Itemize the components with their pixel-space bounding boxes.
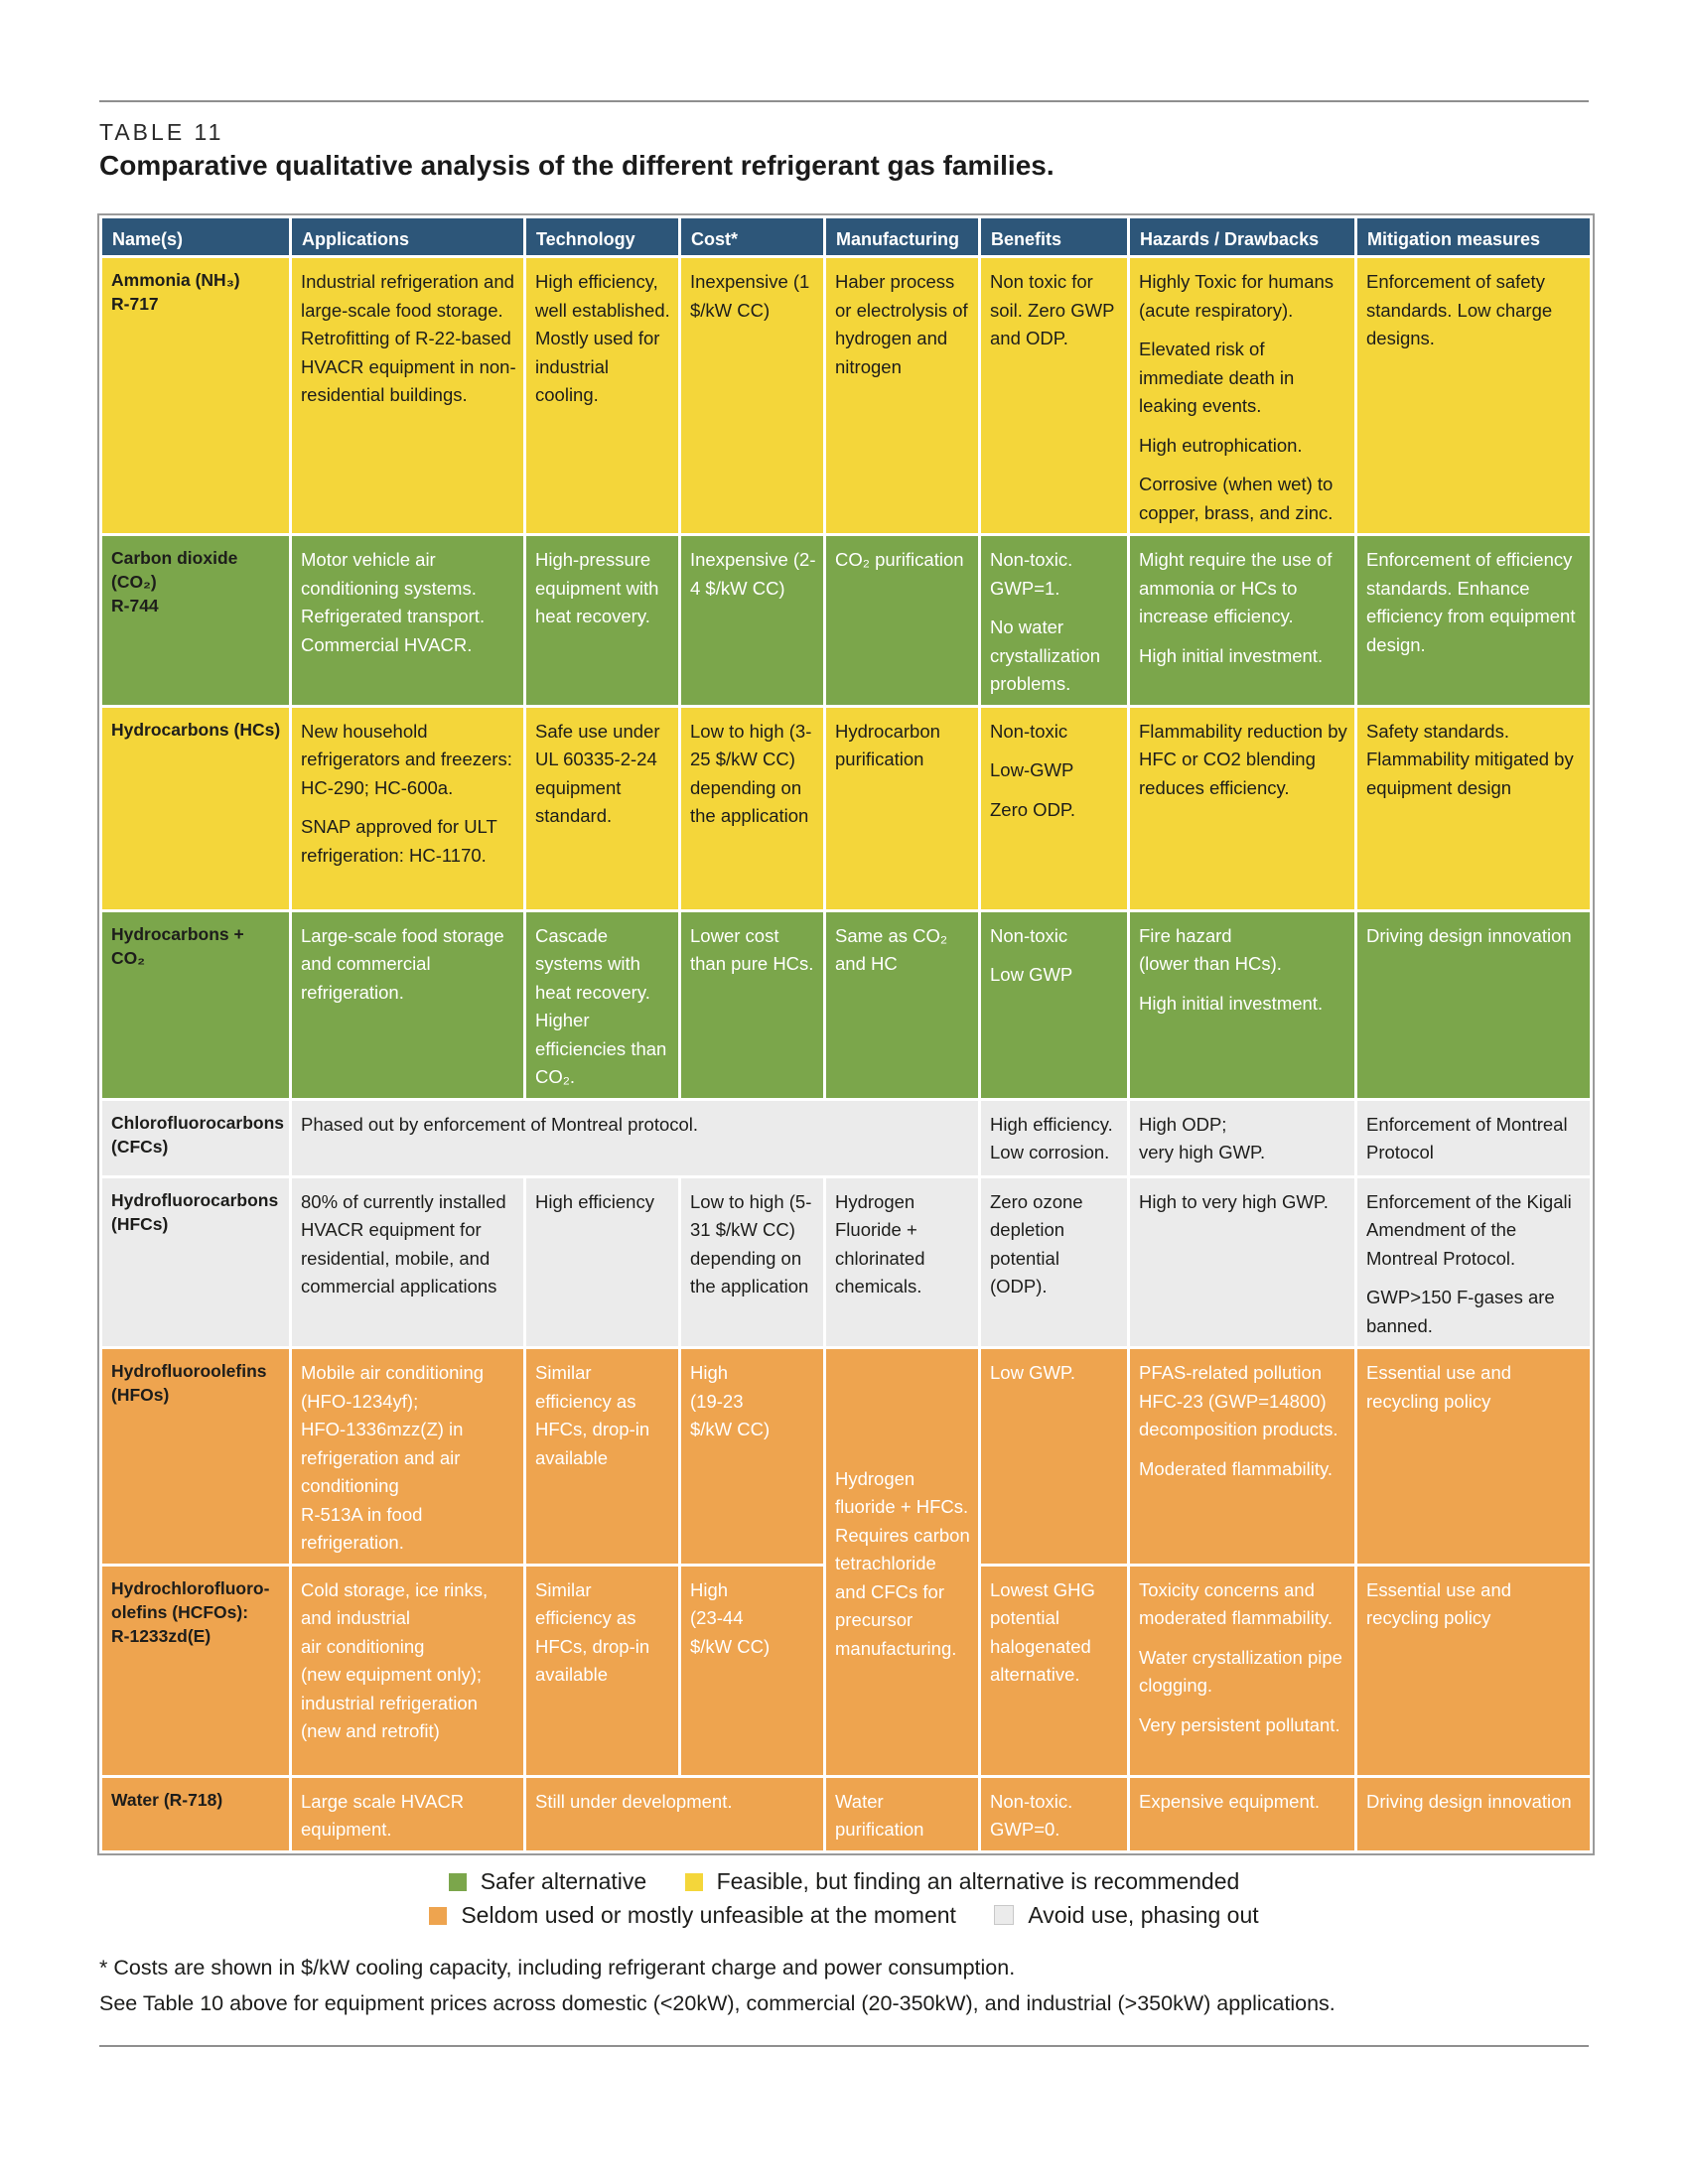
cell-benefits: Non toxic for soil. Zero GWP and ODP. bbox=[980, 257, 1129, 535]
cell-manufacturing: Same as CO₂ and HC bbox=[825, 910, 980, 1099]
cell-technology: High efficiency bbox=[525, 1176, 680, 1348]
cell-technology: High efficiency, well established. Mostly used for industrial cooling. bbox=[525, 257, 680, 535]
cell-benefits: Lowest GHG potential halogenated alternative. bbox=[980, 1565, 1129, 1776]
column-header-cost: Cost* bbox=[680, 217, 825, 257]
cell-hazards: Flammability reduction by HFC or CO2 blending reduces efficiency. bbox=[1129, 706, 1356, 910]
legend-item-feasible: Feasible, but finding an alternative is recommended bbox=[685, 1868, 1240, 1895]
cell-benefits: Non-toxic. GWP=1. No water crystallization problems. bbox=[980, 535, 1129, 707]
footnote-table-reference: See Table 10 above for equipment prices across domestic (<20kW), commercial (20-350kW), and industrial (>350kW) applications. bbox=[99, 1991, 1336, 2015]
legend-row bbox=[0, 1868, 1688, 1895]
cell-cost: Low to high (5-31 $/kW CC) depending on the application bbox=[680, 1176, 825, 1348]
cell-benefits: Zero ozone depletion potential (ODP). bbox=[980, 1176, 1129, 1348]
column-header-hazards: Hazards / Drawbacks bbox=[1129, 217, 1356, 257]
column-header-technology: Technology bbox=[525, 217, 680, 257]
cell-mitigation: Essential use and recycling policy bbox=[1356, 1565, 1592, 1776]
cell-cost: Inexpensive (2-4 $/kW CC) bbox=[680, 535, 825, 707]
cell-merged-under-development: Still under development. bbox=[525, 1776, 825, 1851]
cell-name: Hydrochlorofluoro- olefins (HCFOs): R-1233zd(E) bbox=[101, 1565, 291, 1776]
cell-technology: Safe use under UL 60335-2-24 equipment standard. bbox=[525, 706, 680, 910]
cell-applications: Mobile air conditioning (HFO-1234yf); HFO-1336mzz(Z) in refrigeration and air conditioning R-513A in food refrigeration. bbox=[291, 1348, 525, 1566]
table-row-hfos bbox=[101, 1348, 1592, 1566]
legend-swatch-orange bbox=[429, 1907, 447, 1925]
table-row-hydrocarbons bbox=[101, 706, 1592, 910]
cell-benefits: High efficiency. Low corrosion. bbox=[980, 1099, 1129, 1176]
cell-name: Carbon dioxide (CO₂) R-744 bbox=[101, 535, 291, 707]
cell-hazards: High to very high GWP. bbox=[1129, 1176, 1356, 1348]
legend-item-safer: Safer alternative bbox=[449, 1868, 646, 1895]
cell-manufacturing: Hydrogen Fluoride + chlorinated chemicals. bbox=[825, 1176, 980, 1348]
cell-cost: Inexpensive (1 $/kW CC) bbox=[680, 257, 825, 535]
cell-hazards: High ODP; very high GWP. bbox=[1129, 1099, 1356, 1176]
cell-benefits: Non-toxic Low-GWP Zero ODP. bbox=[980, 706, 1129, 910]
cell-technology: Cascade systems with heat recovery. Higher efficiencies than CO₂. bbox=[525, 910, 680, 1099]
bottom-divider bbox=[99, 2045, 1589, 2047]
cell-technology: Similar efficiency as HFCs, drop-in available bbox=[525, 1565, 680, 1776]
table-title: Comparative qualitative analysis of the different refrigerant gas families. bbox=[99, 150, 1055, 181]
cell-mitigation: Enforcement of efficiency standards. Enhance efficiency from equipment design. bbox=[1356, 535, 1592, 707]
cell-mitigation: Safety standards. Flammability mitigated by equipment design bbox=[1356, 706, 1592, 910]
cell-manufacturing: Water purification bbox=[825, 1776, 980, 1851]
cell-hazards: Expensive equipment. bbox=[1129, 1776, 1356, 1851]
cell-name: Water (R-718) bbox=[101, 1776, 291, 1851]
cell-benefits: Non-toxic. GWP=0. bbox=[980, 1776, 1129, 1851]
legend-row bbox=[0, 1902, 1688, 1929]
table-row-ammonia bbox=[101, 257, 1592, 535]
cell-hazards: Toxicity concerns and moderated flammability. Water crystallization pipe clogging. Very persistent pollutant. bbox=[1129, 1565, 1356, 1776]
top-divider bbox=[99, 100, 1589, 102]
cell-name: Hydrocarbons + CO₂ bbox=[101, 910, 291, 1099]
cell-mitigation: Enforcement of safety standards. Low charge designs. bbox=[1356, 257, 1592, 535]
cell-applications: 80% of currently installed HVACR equipment for residential, mobile, and commercial applications bbox=[291, 1176, 525, 1348]
table-row-cfcs bbox=[101, 1099, 1592, 1176]
cell-name: Ammonia (NH₃) R-717 bbox=[101, 257, 291, 535]
cell-hazards: Highly Toxic for humans (acute respiratory). Elevated risk of immediate death in leaking events. High eutrophication. Corrosive (when wet) to copper, brass, and zinc. bbox=[1129, 257, 1356, 535]
cell-technology: High-pressure equipment with heat recovery. bbox=[525, 535, 680, 707]
cell-mitigation: Essential use and recycling policy bbox=[1356, 1348, 1592, 1566]
cell-hazards: PFAS-related pollution HFC-23 (GWP=14800) decomposition products. Moderated flammability. bbox=[1129, 1348, 1356, 1566]
cell-name: Hydrofluorocarbons (HFCs) bbox=[101, 1176, 291, 1348]
cell-technology: Similar efficiency as HFCs, drop-in available bbox=[525, 1348, 680, 1566]
cell-benefits: Low GWP. bbox=[980, 1348, 1129, 1566]
table-row-hfcs bbox=[101, 1176, 1592, 1348]
cell-name: Hydrocarbons (HCs) bbox=[101, 706, 291, 910]
cell-applications: Motor vehicle air conditioning systems. Refrigerated transport. Commercial HVACR. bbox=[291, 535, 525, 707]
cell-hazards: Might require the use of ammonia or HCs to increase efficiency. High initial investment. bbox=[1129, 535, 1356, 707]
column-header-name: Name(s) bbox=[101, 217, 291, 257]
cell-mitigation: Enforcement of Montreal Protocol bbox=[1356, 1099, 1592, 1176]
header-row bbox=[101, 217, 1592, 257]
legend-item-seldom: Seldom used or mostly unfeasible at the moment bbox=[429, 1902, 956, 1929]
table-label: TABLE 11 bbox=[99, 119, 224, 145]
table-row-water bbox=[101, 1776, 1592, 1851]
cell-mitigation: Enforcement of the Kigali Amendment of the Montreal Protocol. GWP>150 F-gases are banned. bbox=[1356, 1176, 1592, 1348]
cell-name: Hydrofluoroolefins (HFOs) bbox=[101, 1348, 291, 1566]
cell-applications: Industrial refrigeration and large-scale food storage. Retrofitting of R-22-based HVACR equipment in non-residential buildings. bbox=[291, 257, 525, 535]
cell-manufacturing: CO₂ purification bbox=[825, 535, 980, 707]
footnote-cost: * Costs are shown in $/kW cooling capacity, including refrigerant charge and power consumption. bbox=[99, 1956, 1016, 1979]
cell-mitigation: Driving design innovation bbox=[1356, 1776, 1592, 1851]
cell-name: Chlorofluorocarbons (CFCs) bbox=[101, 1099, 291, 1176]
column-header-applications: Applications bbox=[291, 217, 525, 257]
cell-manufacturing-shared: Hydrogen fluoride + HFCs. Requires carbon tetrachloride and CFCs for precursor manufacturing. bbox=[825, 1348, 980, 1777]
column-header-mitigation: Mitigation measures bbox=[1356, 217, 1592, 257]
cell-cost: High (19-23 $/kW CC) bbox=[680, 1348, 825, 1566]
legend-swatch-green bbox=[449, 1873, 467, 1891]
legend-item-avoid: Avoid use, phasing out bbox=[994, 1902, 1258, 1929]
cell-cost: Low to high (3-25 $/kW CC) depending on the application bbox=[680, 706, 825, 910]
column-header-manufacturing: Manufacturing bbox=[825, 217, 980, 257]
cell-hazards: Fire hazard (lower than HCs). High initial investment. bbox=[1129, 910, 1356, 1099]
cell-benefits: Non-toxic Low GWP bbox=[980, 910, 1129, 1099]
cell-manufacturing: Hydrocarbon purification bbox=[825, 706, 980, 910]
cell-mitigation: Driving design innovation bbox=[1356, 910, 1592, 1099]
cell-applications: Large-scale food storage and commercial refrigeration. bbox=[291, 910, 525, 1099]
column-header-benefits: Benefits bbox=[980, 217, 1129, 257]
cell-manufacturing: Haber process or electrolysis of hydrogen and nitrogen bbox=[825, 257, 980, 535]
refrigerant-comparison-table bbox=[99, 215, 1593, 1853]
legend-swatch-yellow bbox=[685, 1873, 703, 1891]
legend-swatch-grey bbox=[994, 1905, 1014, 1925]
cell-cost: Lower cost than pure HCs. bbox=[680, 910, 825, 1099]
cell-applications: Cold storage, ice rinks, and industrial air conditioning (new equipment only); industrial refrigeration (new and retrofit) bbox=[291, 1565, 525, 1776]
table-row-hydrocarbons-co2 bbox=[101, 910, 1592, 1099]
cell-cost: High (23-44 $/kW CC) bbox=[680, 1565, 825, 1776]
table-row-carbon-dioxide bbox=[101, 535, 1592, 707]
cell-applications: Large scale HVACR equipment. bbox=[291, 1776, 525, 1851]
cell-merged-phased-out: Phased out by enforcement of Montreal protocol. bbox=[291, 1099, 980, 1176]
cell-applications: New household refrigerators and freezers: HC-290; HC-600a. SNAP approved for ULT refrigeration: HC-1170. bbox=[291, 706, 525, 910]
